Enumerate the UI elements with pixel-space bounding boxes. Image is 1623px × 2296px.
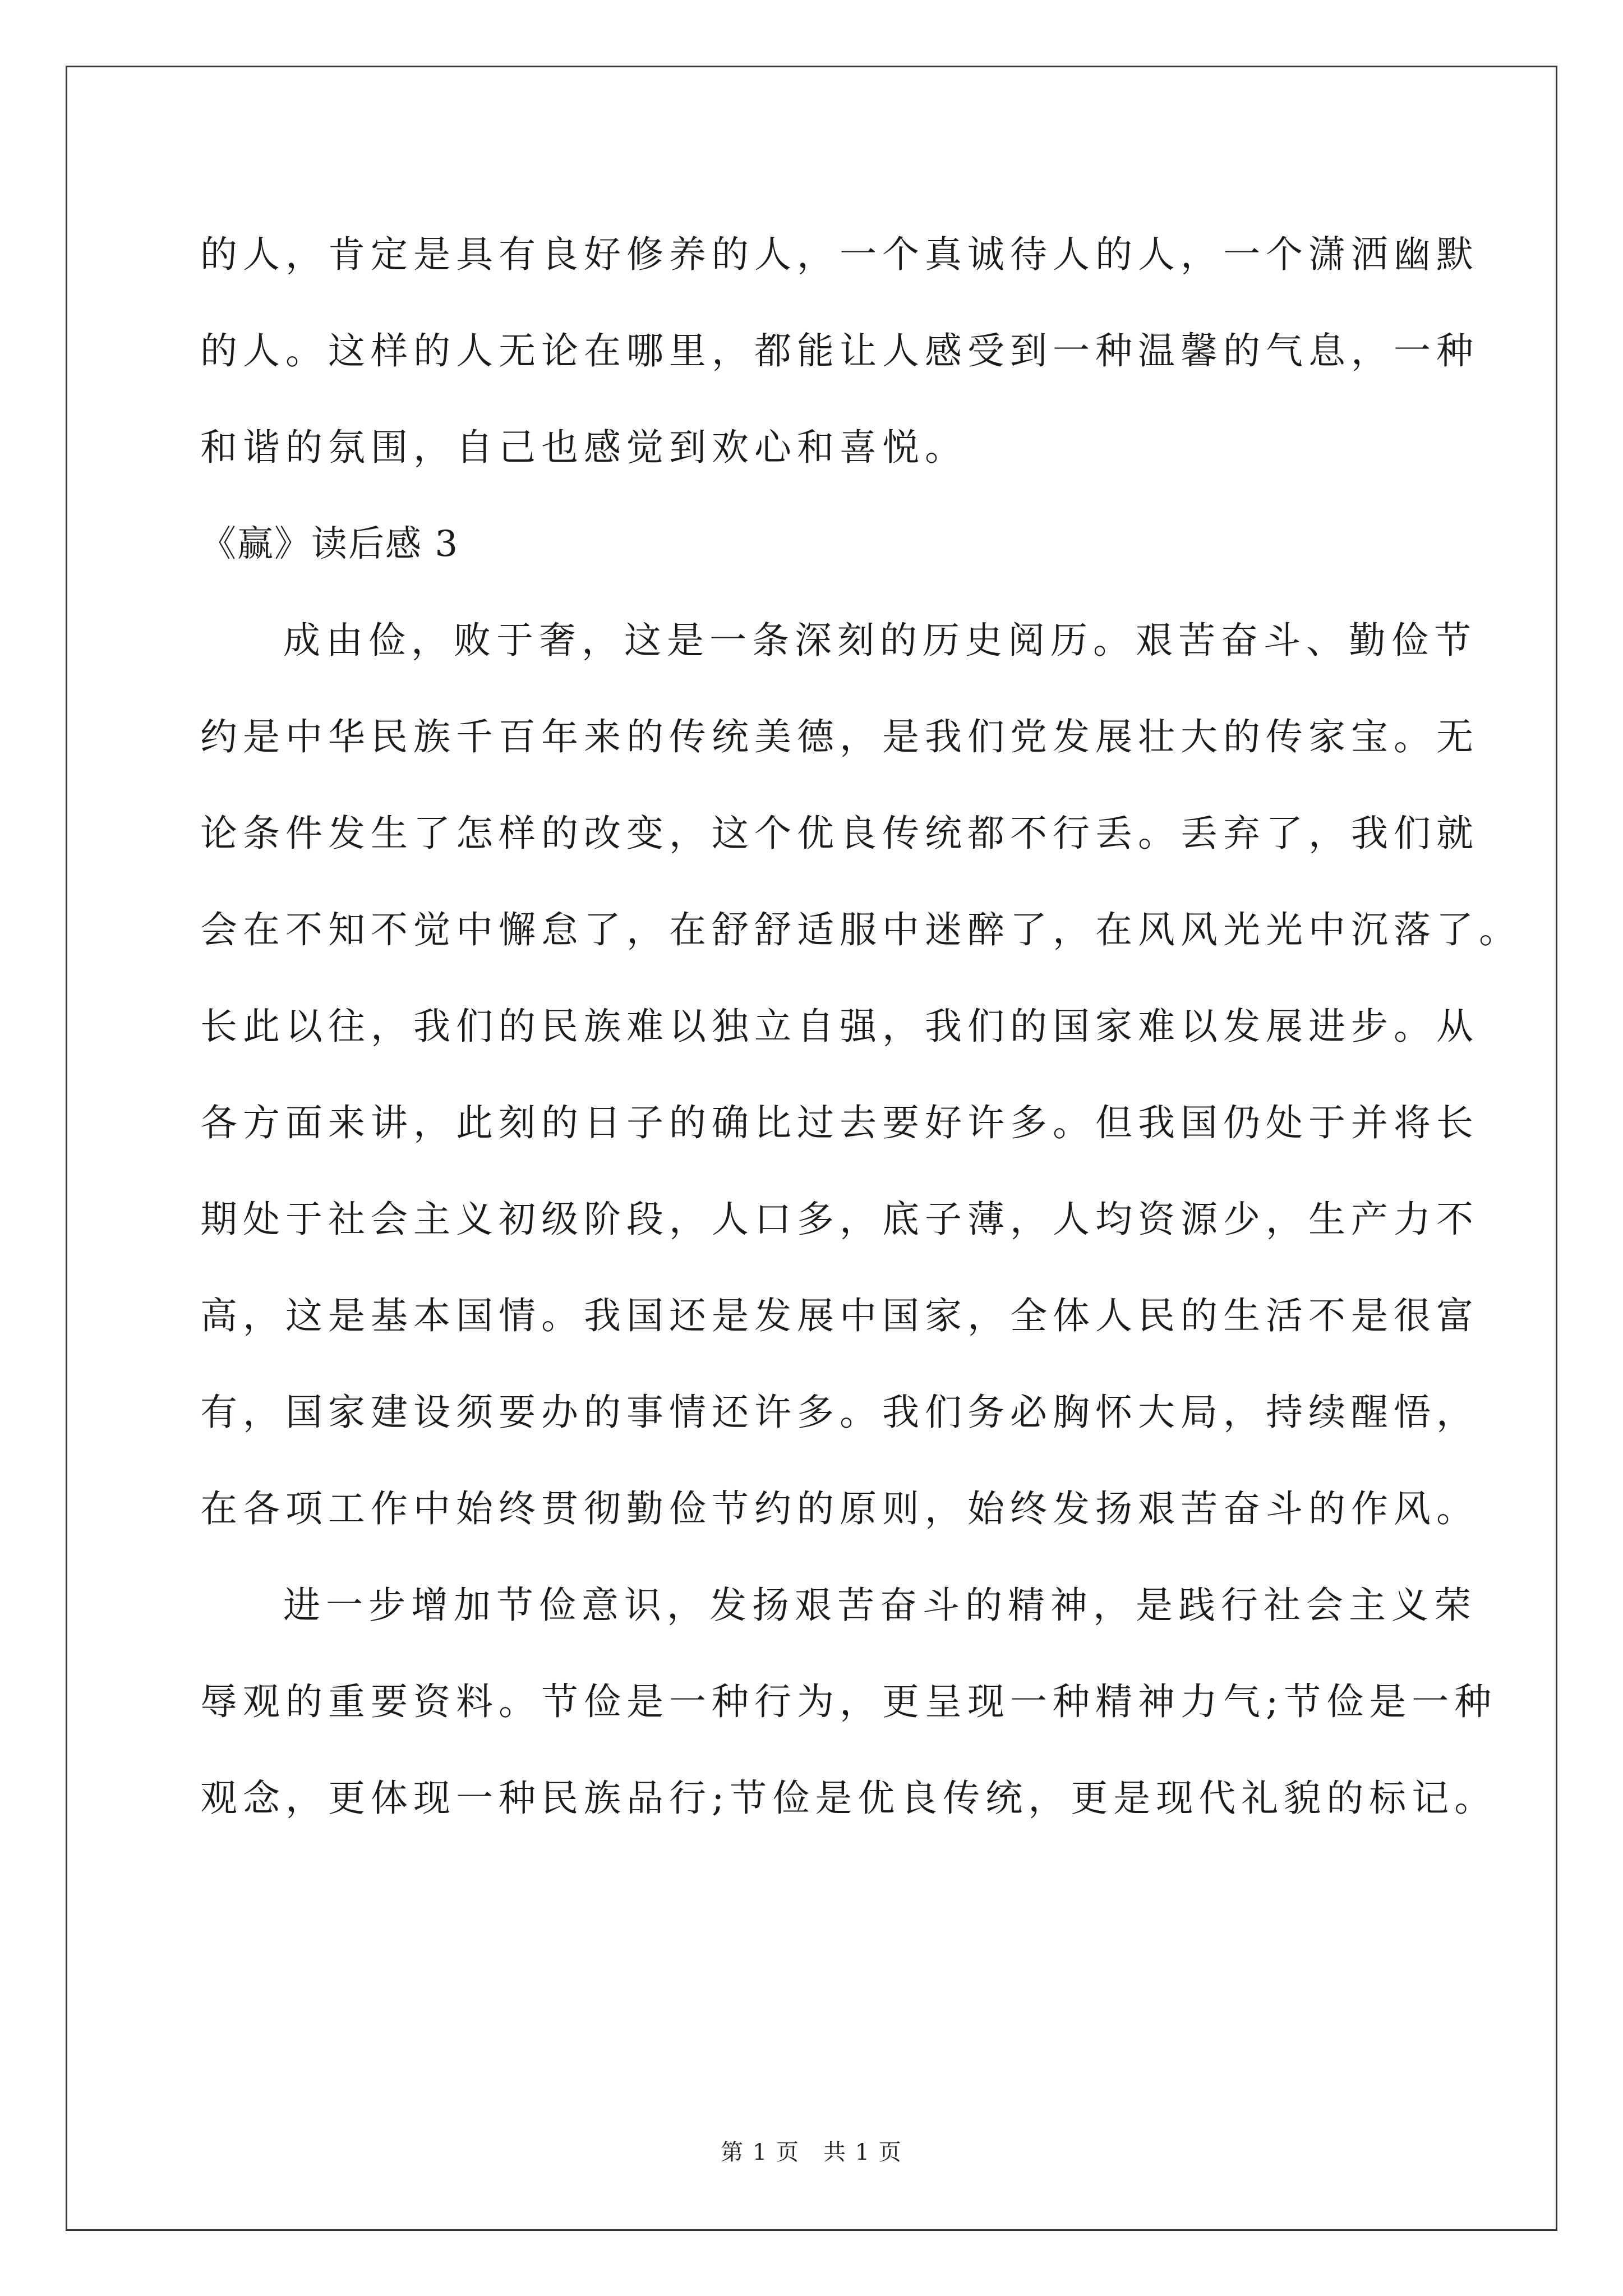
text-line: 的人，肯定是具有良好修养的人，一个真诚待人的人，一个潇洒幽默	[200, 233, 1479, 276]
text-line: 会在不知不觉中懈怠了，在舒舒适服中迷醉了，在风风光光中沉落了。	[200, 908, 1521, 951]
text-line: 进一步增加节俭意识，发扬艰苦奋斗的精神，是践行社会主义荣	[283, 1584, 1477, 1627]
text-line: 期处于社会主义初级阶段，人口多，底子薄，人均资源少，生产力不	[200, 1198, 1479, 1241]
text-line: 辱观的重要资料。节俭是一种行为，更呈现一种精神力气;节俭是一种	[200, 1680, 1497, 1723]
text-line: 有，国家建设须要办的事情还许多。我们务必胸怀大局，持续醒悟，	[200, 1391, 1479, 1434]
text-line: 和谐的氛围，自己也感觉到欢心和喜悦。	[200, 426, 967, 469]
text-line: 长此以往，我们的民族难以独立自强，我们的国家难以发展进步。从	[200, 1005, 1479, 1048]
page-footer: 第 1 页 共 1 页	[721, 2139, 902, 2165]
text-line: 高，这是基本国情。我国还是发展中国家，全体人民的生活不是很富	[200, 1294, 1479, 1337]
document-body	[200, 206, 1521, 1847]
text-line: 观念，更体现一种民族品行;节俭是优良传统，更是现代礼貌的标记。	[200, 1777, 1497, 1820]
text-line: 论条件发生了怎样的改变，这个优良传统都不行丢。丢弃了，我们就	[200, 812, 1479, 855]
text-line: 成由俭，败于奢，这是一条深刻的历史阅历。艰苦奋斗、勤俭节	[283, 619, 1477, 662]
section-heading: 《赢》读后感 3	[200, 523, 459, 565]
text-line: 在各项工作中始终贯彻勤俭节约的原则，始终发扬艰苦奋斗的作风。	[200, 1487, 1479, 1530]
text-line: 各方面来讲，此刻的日子的确比过去要好许多。但我国仍处于并将长	[200, 1101, 1479, 1144]
text-line: 的人。这样的人无论在哪里，都能让人感受到一种温馨的气息，一种	[200, 329, 1479, 372]
text-line: 约是中华民族千百年来的传统美德，是我们党发展壮大的传家宝。无	[200, 715, 1479, 758]
